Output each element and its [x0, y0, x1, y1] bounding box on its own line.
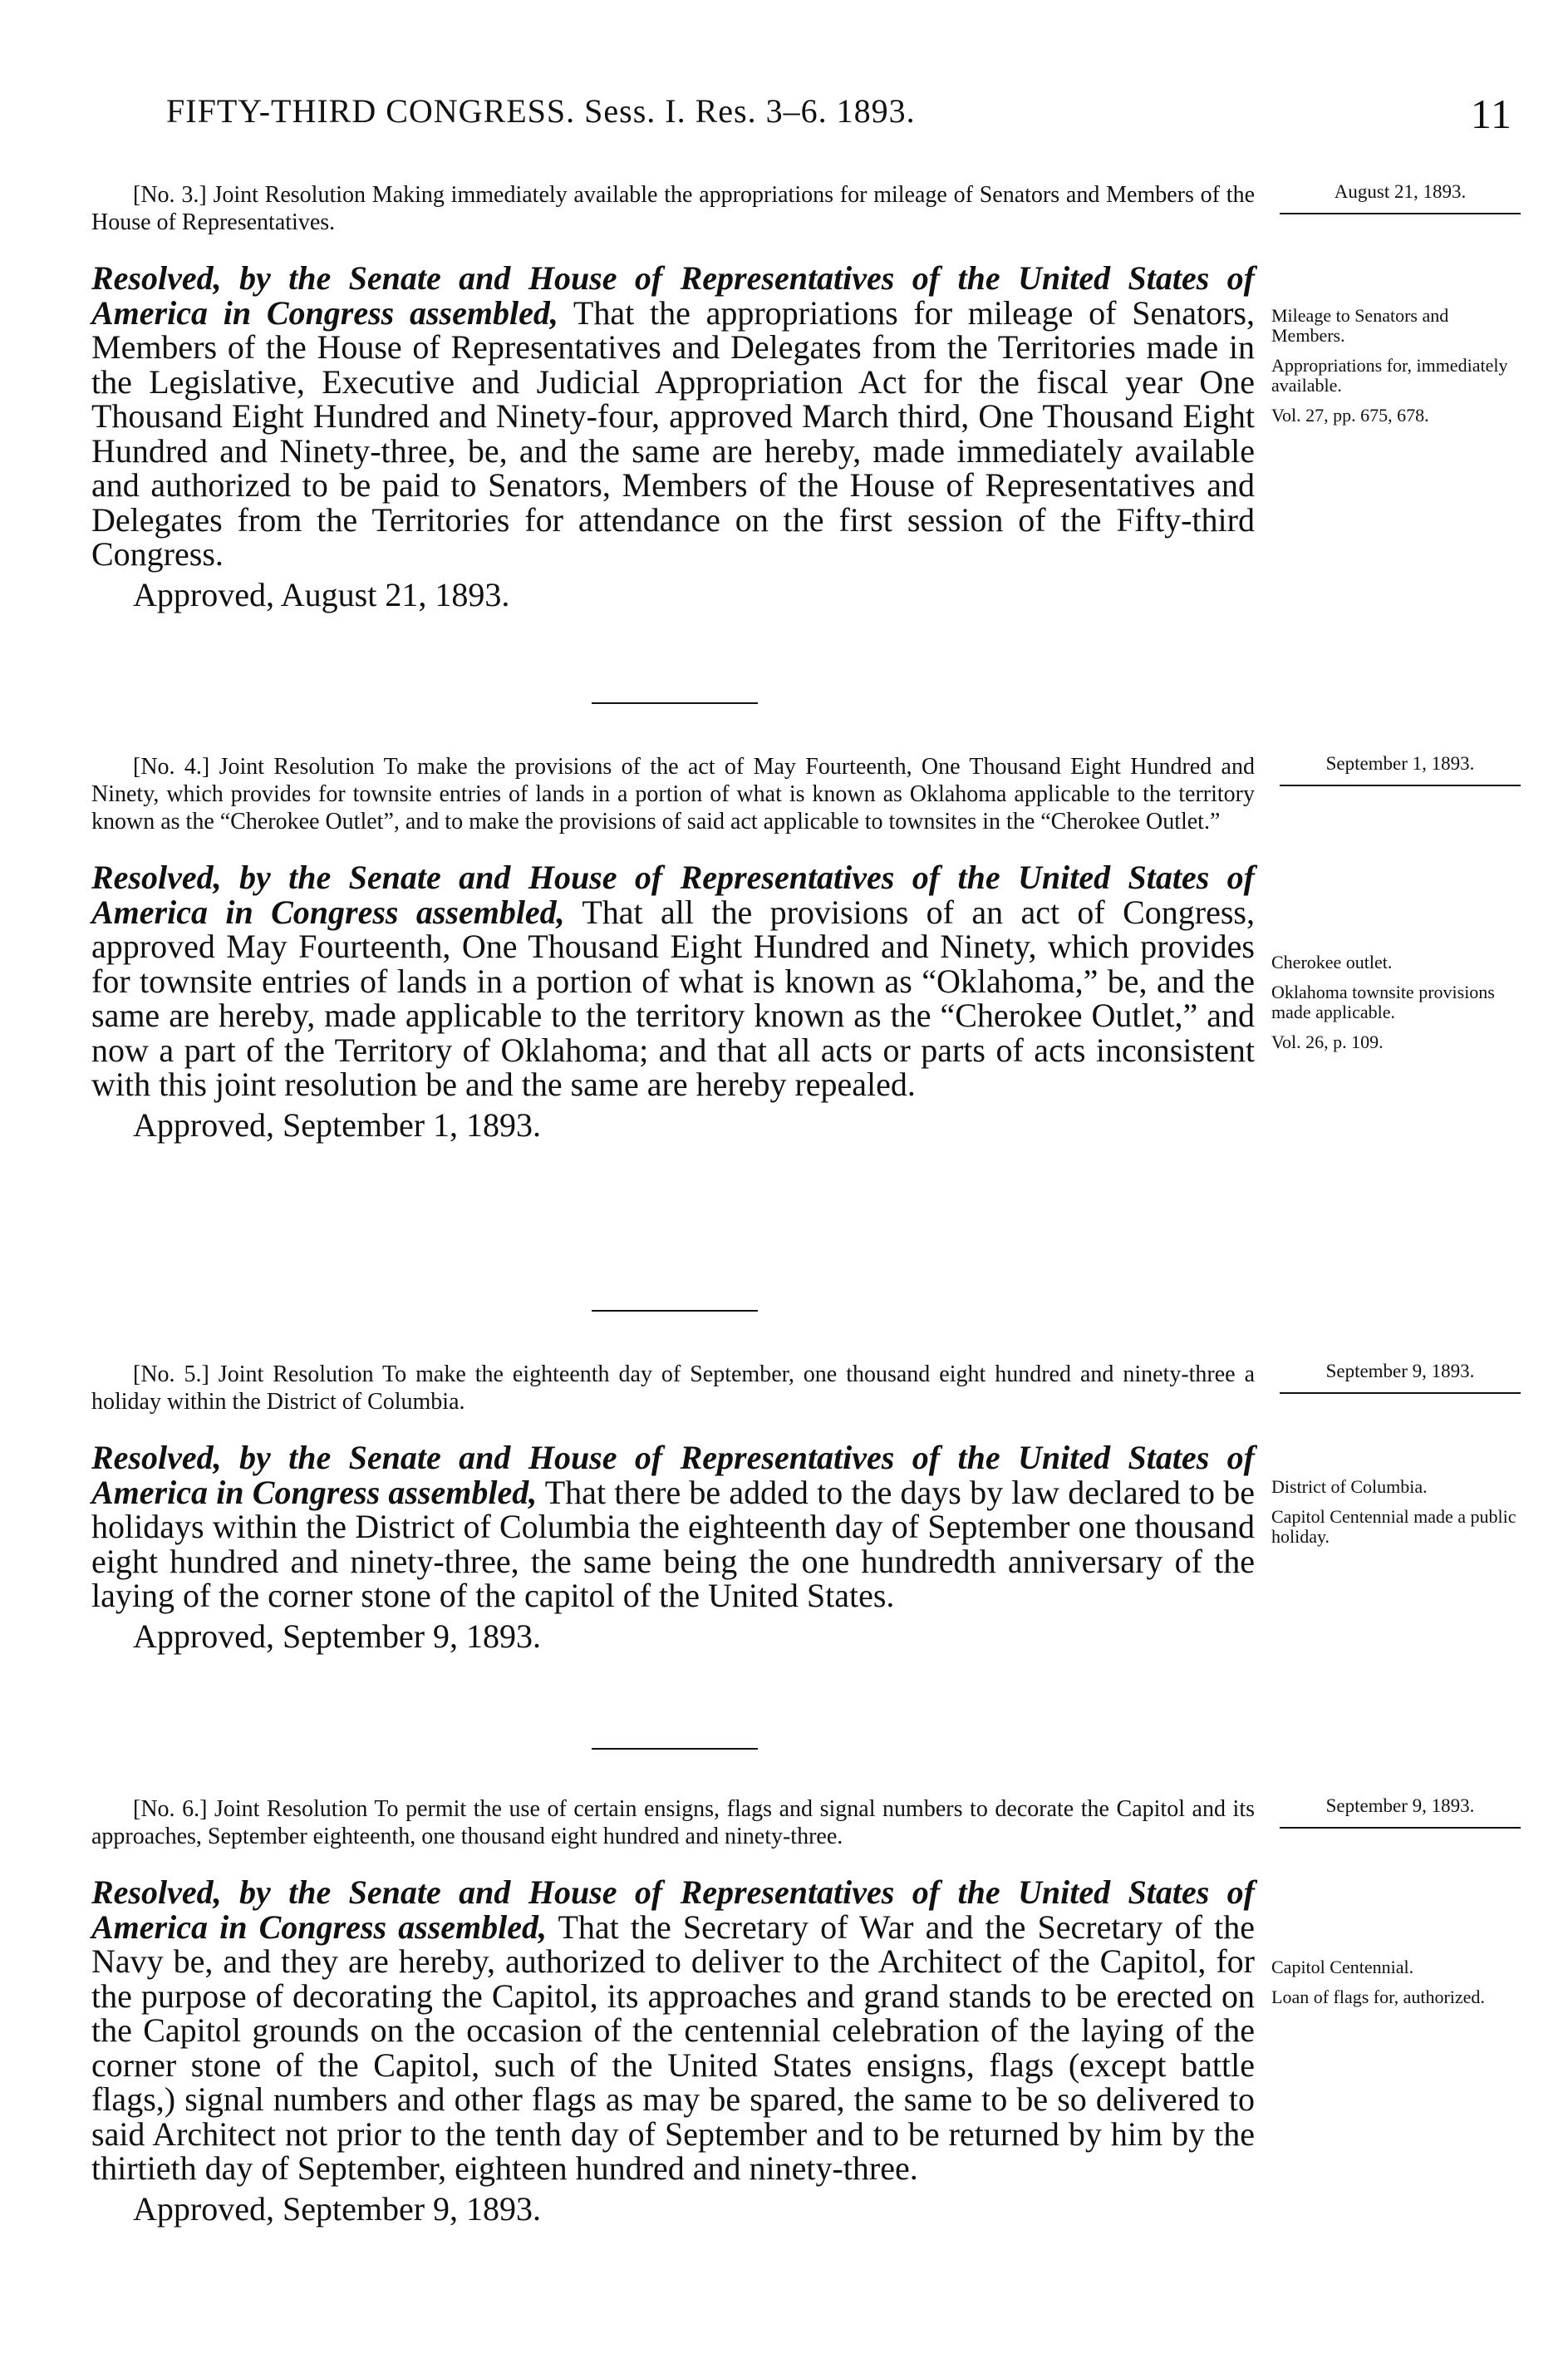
resolution-date: August 21, 1893.	[1280, 181, 1521, 214]
resolution-title: [No. 4.] Joint Resolution To make the provisions of the act of May Fourteenth, One Thousand Eight Hundred and Ninety, which provides for townsite entries of lands in a portion of what is known as Oklahoma applicable to the territory known as the “Cherokee Outlet”, and to make the provisions of said act applicable to townsites in the “Cherokee Outlet.”	[91, 754, 1255, 834]
resolution-text: That the appropriations for mileage of Senators, Members of the House of Representatives and Delegates from the Territories made in the Legislative, Executive and Judicial Appropriation Act for the fiscal year One Thousand Eight Hundred and Ninety-four, approved March third, One Thousand Eight Hundred and Ninety-three, be, and the same are hereby, made immediately available and authorized to be paid to Senators, Members of the House of Representatives and Delegates from the Territories for attendance on the first session of the Fifty-third Congress.	[91, 293, 1255, 573]
approval-line: Approved, September 9, 1893.	[133, 2189, 542, 2228]
resolution-body	[91, 1440, 1255, 1613]
margin-note: Cherokee outlet.	[1271, 952, 1393, 972]
section-divider	[592, 1748, 758, 1750]
margin-notes	[1271, 953, 1521, 1062]
resolution-no-5	[91, 1361, 1516, 1656]
margin-note: Loan of flags for, authorized.	[1271, 1987, 1485, 2007]
resolution-date: September 9, 1893.	[1280, 1795, 1521, 1829]
approval-line: Approved, September 9, 1893.	[133, 1617, 542, 1655]
margin-notes	[1271, 1957, 1521, 2017]
resolution-text: That the Secretary of War and the Secretary of the Navy be, and they are hereby, authorized to deliver to the Architect of the Capitol, for the purpose of decorating the Capitol, its approaches and grand stands to be erected on the Capitol grounds on the occasion of the centennial celebration of the laying of the corner stone of the Capitol, such of the United States ensigns, flags (except battle flags,) signal numbers and other flags as may be spared, the same to be so delivered to said Architect not prior to the tenth day of September and to be returned by him by the thirtieth day of September, eighteen hundred and ninety-three.	[91, 1908, 1256, 2187]
resolution-body	[91, 1875, 1255, 2186]
resolution-body	[91, 860, 1255, 1102]
resolution-no-4	[91, 753, 1504, 1145]
margin-note: Capitol Centennial made a public holiday.	[1271, 1506, 1516, 1547]
margin-note: Oklahoma townsite provisions made applicable.	[1271, 982, 1495, 1022]
running-title: FIFTY-THIRD CONGRESS. Sess. I. Res. 3–6. 1893.	[166, 92, 916, 130]
resolution-no-3	[91, 181, 1508, 614]
resolution-text: That there be added to the days by law declared to be holidays within the District of Columbia the eighteenth day of September one thousand eight hundred and ninety-three, the same being the one hundredth anniversary of the laying of the corner stone of the capitol of the United States.	[91, 1473, 1256, 1614]
enacting-clause: Resolved, by the Senate and House of Representatives of the United States of America in Congress assembled,	[91, 1873, 1255, 1946]
margin-note: Mileage to Senators and Members.	[1271, 305, 1449, 346]
margin-note: Appropriations for, immediately available.	[1271, 355, 1508, 396]
resolution-date: September 9, 1893.	[1280, 1361, 1521, 1394]
section-divider	[592, 1310, 758, 1312]
enacting-clause: Resolved, by the Senate and House of Representatives of the United States of America in Congress assembled,	[91, 859, 1255, 931]
margin-notes	[1271, 1477, 1521, 1557]
margin-note: Vol. 27, pp. 675, 678.	[1271, 405, 1429, 426]
margin-notes	[1271, 306, 1521, 436]
resolution-body	[91, 261, 1255, 572]
enacting-clause: Resolved, by the Senate and House of Representatives of the United States of America in Congress assembled,	[91, 259, 1255, 332]
resolution-date: September 1, 1893.	[1280, 753, 1521, 786]
resolution-no-6	[91, 1795, 1504, 2228]
page-header	[166, 91, 1512, 141]
resolution-title: [No. 5.] Joint Resolution To make the eighteenth day of September, one thousand eight hundred and ninety-three a holiday within the District of Columbia.	[91, 1361, 1255, 1415]
margin-note: Vol. 26, p. 109.	[1271, 1031, 1384, 1052]
section-divider	[592, 702, 758, 704]
margin-note: District of Columbia.	[1271, 1476, 1428, 1497]
enacting-clause: Resolved, by the Senate and House of Representatives of the United States of America in Congress assembled,	[91, 1439, 1255, 1511]
page-number: 11	[1470, 91, 1512, 137]
resolution-title: [No. 6.] Joint Resolution To permit the use of certain ensigns, flags and signal numbers to decorate the Capitol and its approaches, September eighteenth, one thousand eight hundred and ninety-three.	[91, 1796, 1255, 1849]
resolution-text: That all the provisions of an act of Congress, approved May Fourteenth, One Thousand Eight Hundred and Ninety, which provides for townsite entries of lands in a portion of what is known as “Oklahoma,” be, and the same are hereby, made applicable to the territory known as the “Cherokee Outlet,” and now a part of the Territory of Oklahoma; and that all acts or parts of acts inconsistent with this joint resolution be and the same are hereby repealed.	[91, 893, 1256, 1103]
margin-note: Capitol Centennial.	[1271, 1957, 1414, 1977]
approval-line: Approved, August 21, 1893.	[133, 575, 510, 613]
resolution-title: [No. 3.] Joint Resolution Making immediately available the appropriations for mileage of Senators and Members of the House of Representatives.	[91, 182, 1255, 235]
approval-line: Approved, September 1, 1893.	[133, 1105, 542, 1144]
